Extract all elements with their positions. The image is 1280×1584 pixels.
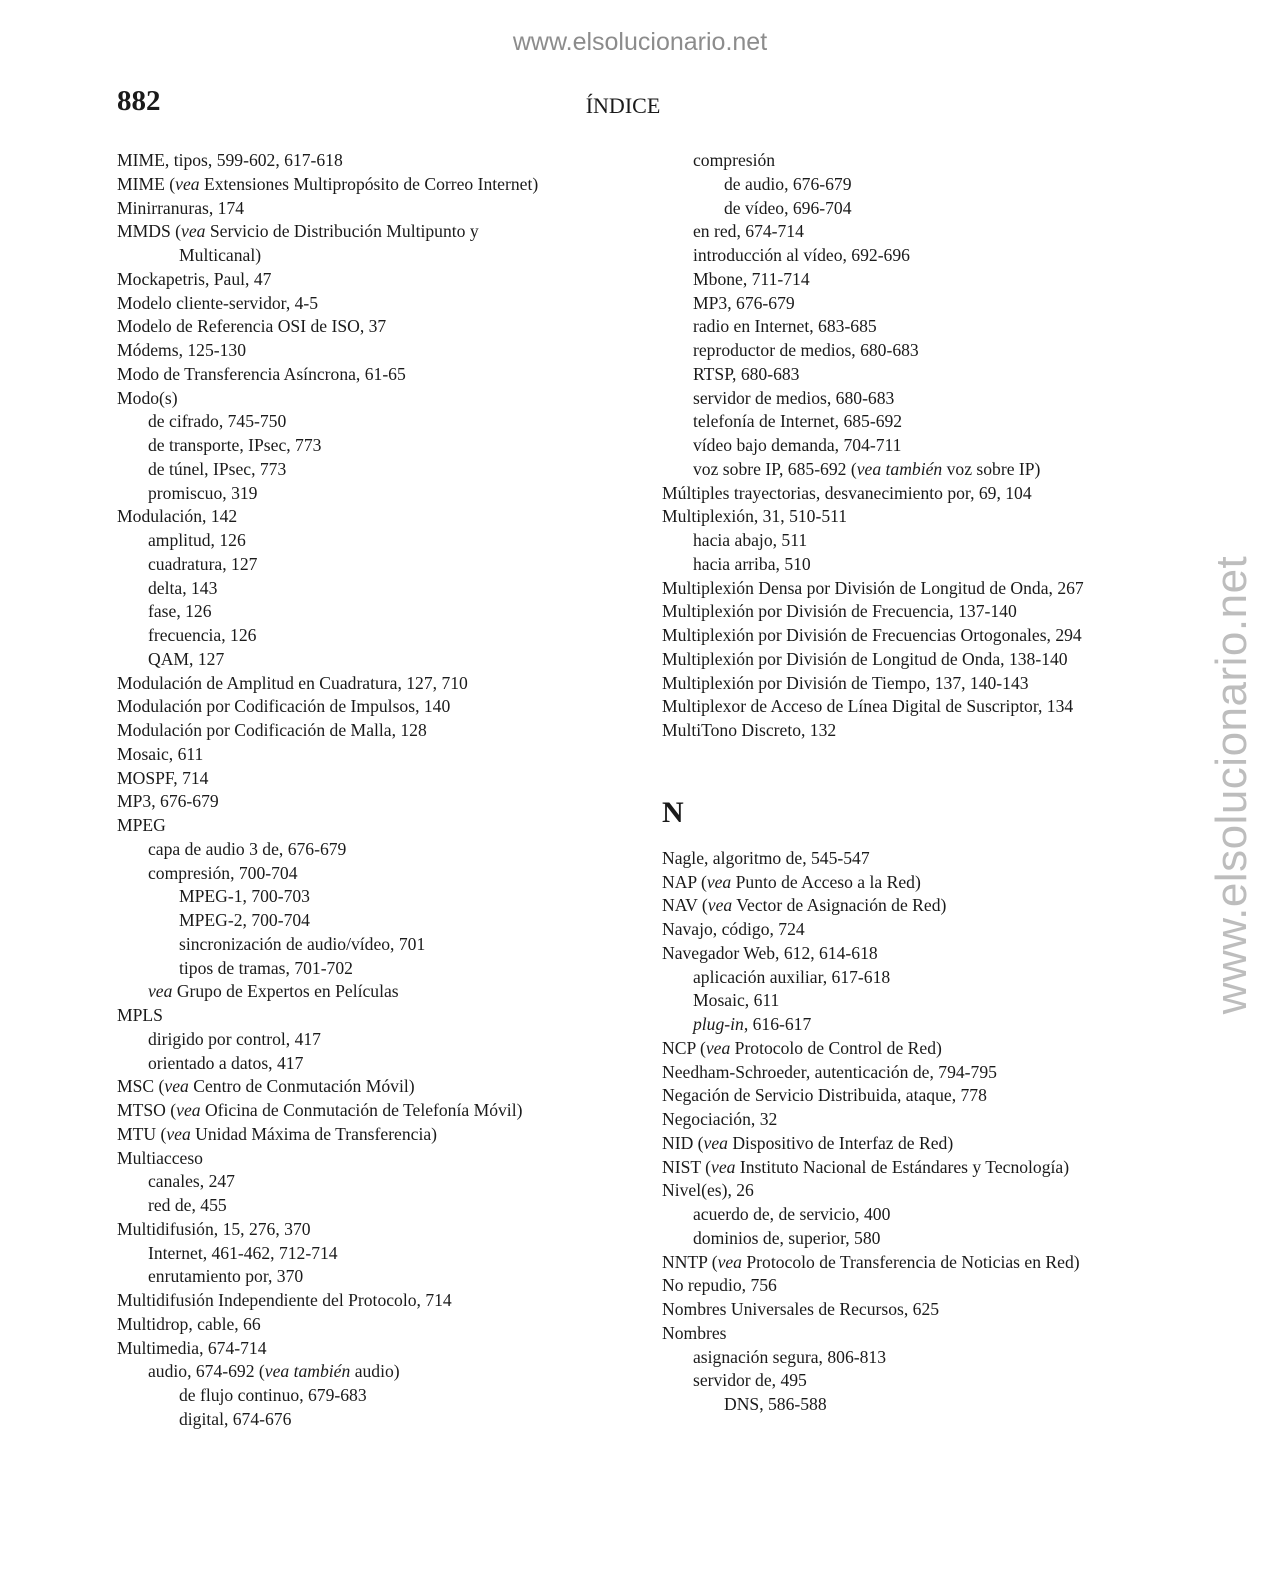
- index-entry-italic: vea: [175, 173, 200, 194]
- index-entry: [117, 1313, 652, 1337]
- index-entry-rest: Oficina de Conmutación de Telefonía Móvil): [200, 1100, 523, 1120]
- index-entry: [117, 458, 652, 482]
- index-entry-text: Navajo, código, 724: [662, 919, 805, 939]
- index-entry-text: MOSPF, 714: [117, 767, 209, 788]
- index-entry: [117, 410, 652, 434]
- index-entry-text: Modo(s): [117, 387, 178, 408]
- index-entry-text: red de, 455: [148, 1195, 227, 1215]
- index-entry: [117, 482, 652, 506]
- index-entry-text: radio en Internet, 683-685: [693, 316, 877, 337]
- index-entry: [662, 268, 1162, 292]
- index-column-right: [662, 149, 1162, 1417]
- index-entry-text: amplitud, 126: [148, 530, 246, 550]
- index-entry: [662, 847, 1162, 871]
- index-entry-text: MSC (: [117, 1076, 165, 1097]
- index-entry-text: asignación segura, 806-813: [693, 1346, 886, 1367]
- index-entry: [662, 918, 1162, 942]
- index-entry-text: canales, 247: [148, 1171, 235, 1192]
- index-entry: [662, 577, 1162, 601]
- index-entry-text: Multidifusión, 15, 276, 370: [117, 1218, 311, 1239]
- index-entry: [662, 220, 1162, 244]
- index-entry-text: Multiplexión por División de Tiempo, 137, 140-143: [662, 672, 1029, 693]
- index-entry-text: MPEG-1, 700-703: [179, 886, 310, 907]
- index-entry: [117, 1337, 652, 1361]
- index-entry: [117, 1360, 652, 1384]
- index-entry: [662, 648, 1162, 672]
- index-entry-text: Modo de Transferencia Asíncrona, 61-65: [117, 363, 406, 384]
- index-entry-text: de cifrado, 745-750: [148, 411, 287, 432]
- index-entry-italic: plug-in: [693, 1014, 744, 1034]
- index-entry-text: aplicación auxiliar, 617-618: [693, 966, 891, 987]
- index-entry-text: Modelo cliente-servidor, 4-5: [117, 292, 319, 313]
- index-entry-text: MIME (: [117, 173, 176, 194]
- index-entry: [662, 1393, 1162, 1417]
- index-entry-italic: vea: [711, 1156, 736, 1177]
- index-entry: [117, 1170, 652, 1194]
- index-entry-text: Nombres: [662, 1322, 727, 1343]
- index-entry: [117, 743, 652, 767]
- index-entry: [662, 1369, 1162, 1393]
- index-entry-italic: vea: [706, 871, 732, 892]
- index-entry-italic: vea: [707, 895, 733, 916]
- index-entry-text: RTSP, 680-683: [693, 363, 800, 384]
- index-entry-text: introducción al vídeo, 692-696: [693, 245, 910, 265]
- index-entry-text: Multimedia, 674-714: [117, 1337, 267, 1358]
- index-entry: [117, 363, 652, 387]
- index-entry-text: telefonía de Internet, 685-692: [693, 411, 903, 432]
- watermark-side: www.elsolucionario.net: [1207, 555, 1256, 1015]
- index-entry-text: MP3, 676-679: [693, 292, 795, 313]
- index-entry: [662, 434, 1162, 458]
- index-entry-text: audio, 674-692 (: [148, 1361, 265, 1382]
- index-entry-rest: Dispositivo de Interfaz de Red): [727, 1132, 954, 1153]
- index-entry: [117, 624, 652, 648]
- index-entry-text: orientado a datos, 417: [148, 1052, 304, 1073]
- index-entry: [117, 1384, 652, 1408]
- index-entry: [117, 577, 652, 601]
- index-entry-text: MP3, 676-679: [117, 791, 219, 812]
- index-entry: [117, 1123, 652, 1147]
- index-entry-text: MPEG: [117, 815, 166, 835]
- index-entry-text: dominios de, superior, 580: [693, 1227, 881, 1248]
- index-entry-italic: vea: [176, 1100, 201, 1120]
- index-entry-text: Multidifusión Independiente del Protocolo, 714: [117, 1290, 452, 1310]
- index-entry-text: Mosaic, 611: [117, 743, 204, 764]
- index-entry-text: MultiTono Discreto, 132: [662, 720, 837, 740]
- index-entry-text: de audio, 676-679: [724, 173, 852, 194]
- index-entry: [117, 387, 652, 411]
- index-entry-text: No repudio, 756: [662, 1275, 777, 1296]
- index-entry: [662, 1346, 1162, 1370]
- index-entry: [662, 1203, 1162, 1227]
- index-entry: [117, 1004, 652, 1028]
- index-entry-rest: , 616-617: [743, 1014, 812, 1034]
- index-group-n: [662, 847, 1162, 1417]
- index-entry: [662, 600, 1162, 624]
- index-entry: [117, 695, 652, 719]
- index-entry-text: Multiplexor de Acceso de Línea Digital de Suscriptor, 134: [662, 696, 1074, 717]
- index-entry: [117, 814, 652, 838]
- index-entry-rest: Punto de Acceso a la Red): [731, 871, 921, 892]
- index-entry-text: Navegador Web, 612, 614-618: [662, 942, 878, 963]
- index-entry: [117, 1147, 652, 1171]
- index-entry-text: servidor de, 495: [693, 1370, 807, 1391]
- index-entry-rest: Vector de Asignación de Red): [732, 895, 947, 916]
- index-entry-rest: voz sobre IP): [942, 458, 1041, 479]
- index-entry: [117, 173, 652, 197]
- index-entry: [662, 339, 1162, 363]
- index-entry: [117, 315, 652, 339]
- index-entry: [117, 1242, 652, 1266]
- index-entry: [662, 1084, 1162, 1108]
- index-entry: [662, 387, 1162, 411]
- index-entry-italic: vea: [181, 221, 206, 242]
- index-entry: [117, 838, 652, 862]
- index-entry-text: NCP (: [662, 1037, 706, 1058]
- index-entry: [662, 244, 1162, 268]
- index-entry-text: Multiacceso: [117, 1147, 203, 1168]
- index-entry-text: tipos de tramas, 701-702: [179, 957, 353, 978]
- index-entry-text: MPLS: [117, 1005, 163, 1025]
- index-entry-rest: Protocolo de Transferencia de Noticias en Red): [741, 1251, 1080, 1272]
- index-entry: [662, 292, 1162, 316]
- index-entry-text: hacia arriba, 510: [693, 553, 811, 574]
- index-entry: [662, 1227, 1162, 1251]
- index-entry: [662, 529, 1162, 553]
- index-entry-text: Modulación de Amplitud en Cuadratura, 127, 710: [117, 672, 468, 693]
- index-entry: [117, 1099, 652, 1123]
- index-entry: [117, 1408, 652, 1432]
- index-entry-italic: vea también: [264, 1361, 351, 1382]
- index-entry-text: Minirranuras, 174: [117, 197, 245, 218]
- index-entry-text: de transporte, IPsec, 773: [148, 435, 322, 455]
- index-entry: [117, 957, 652, 981]
- index-entry: [117, 339, 652, 363]
- index-entry: [117, 909, 652, 933]
- index-entry-text: Múltiples trayectorias, desvanecimiento por, 69, 104: [662, 482, 1032, 503]
- index-entry: [662, 1251, 1162, 1275]
- index-entry: [117, 933, 652, 957]
- index-entry: [117, 1194, 652, 1218]
- index-entry-rest: audio): [350, 1361, 400, 1382]
- index-entry: [662, 197, 1162, 221]
- index-entry-text: Modulación por Codificación de Malla, 128: [117, 720, 427, 740]
- index-entry: [117, 529, 652, 553]
- index-entry-rest: Protocolo de Control de Red): [730, 1037, 942, 1058]
- index-entry: [662, 1013, 1162, 1037]
- watermark-top: www.elsolucionario.net: [512, 28, 768, 56]
- index-entry-text: de vídeo, 696-704: [724, 197, 852, 218]
- index-entry: [117, 980, 652, 1004]
- index-entry-text: Multiplexión por División de Frecuencias Ortogonales, 294: [662, 625, 1082, 645]
- index-entry-text: Negación de Servicio Distribuida, ataque, 778: [662, 1085, 987, 1106]
- index-entry-text: Modulación por Codificación de Impulsos, 140: [117, 696, 451, 717]
- index-entry: [117, 1289, 652, 1313]
- index-entry: [662, 942, 1162, 966]
- index-entry-text: Internet, 461-462, 712-714: [148, 1242, 338, 1263]
- index-entry-text: Multiplexión por División de Longitud de Onda, 138-140: [662, 648, 1068, 669]
- index-entry: [117, 790, 652, 814]
- index-entry-text: vídeo bajo demanda, 704-711: [693, 435, 902, 455]
- index-entry-rest: Extensiones Multipropósito de Correo Internet): [199, 173, 539, 194]
- index-entry-text: NAP (: [662, 871, 707, 892]
- index-entry: [117, 719, 652, 743]
- index-entry-rest: Unidad Máxima de Transferencia): [190, 1123, 438, 1144]
- index-entry-italic: vea: [703, 1132, 728, 1153]
- index-entry-text: MIME, tipos, 599-602, 617-618: [117, 150, 343, 170]
- index-entry: [662, 1037, 1162, 1061]
- index-entry-text: cuadratura, 127: [148, 553, 258, 574]
- index-entry-rest: Centro de Conmutación Móvil): [188, 1076, 415, 1097]
- index-entry: [662, 695, 1162, 719]
- index-entry-text: Multiplexión Densa por División de Longitud de Onda, 267: [662, 577, 1084, 598]
- index-entry: [662, 1322, 1162, 1346]
- index-entry-text: Modelo de Referencia OSI de ISO, 37: [117, 316, 387, 337]
- index-entry-text: enrutamiento por, 370: [148, 1266, 304, 1287]
- index-entry: [117, 767, 652, 791]
- index-entry: [662, 1298, 1162, 1322]
- index-entry-text: Multidrop, cable, 66: [117, 1313, 261, 1334]
- index-entry: [662, 410, 1162, 434]
- index-entry: [662, 553, 1162, 577]
- index-entry-text: Modulación, 142: [117, 506, 238, 527]
- index-entry-text: QAM, 127: [148, 648, 225, 669]
- section-letter: N: [662, 795, 684, 829]
- index-entry-italic: vea: [705, 1037, 731, 1058]
- index-entry: [117, 1052, 652, 1076]
- index-entry: [117, 862, 652, 886]
- index-entry-text: servidor de medios, 680-683: [693, 387, 895, 408]
- index-entry: [117, 672, 652, 696]
- index-column-left: [117, 149, 652, 1432]
- index-entry-text: hacia abajo, 511: [693, 530, 808, 550]
- index-entry-text: Mockapetris, Paul, 47: [117, 268, 272, 289]
- index-entry: [117, 292, 652, 316]
- index-entry: [662, 871, 1162, 895]
- index-entry-text: MPEG-2, 700-704: [179, 910, 310, 930]
- index-entry: [662, 989, 1162, 1013]
- index-entry: [117, 648, 652, 672]
- index-entry-text: Nagle, algoritmo de, 545-547: [662, 847, 870, 868]
- index-entry-italic: vea: [166, 1123, 191, 1144]
- index-entry: [117, 885, 652, 909]
- index-entry: [662, 315, 1162, 339]
- index-entry-text: frecuencia, 126: [148, 625, 257, 645]
- index-entry-text: dirigido por control, 417: [148, 1028, 321, 1049]
- index-entry: [117, 505, 652, 529]
- index-entry-text: MTSO (: [117, 1100, 177, 1120]
- index-entry: [662, 1108, 1162, 1132]
- index-entry-text: promiscuo, 319: [148, 482, 258, 503]
- index-entry-text: sincronización de audio/vídeo, 701: [179, 933, 426, 954]
- index-entry-text: capa de audio 3 de, 676-679: [148, 838, 347, 859]
- index-entry-text: Multiplexión, 31, 510-511: [662, 506, 848, 527]
- index-entry-text: Mosaic, 611: [693, 990, 780, 1011]
- index-entry: [662, 1061, 1162, 1085]
- index-entry: [117, 1075, 652, 1099]
- index-entry-text: Módems, 125-130: [117, 340, 247, 360]
- index-entry: [662, 1274, 1162, 1298]
- index-entry-text: Nivel(es), 26: [662, 1180, 754, 1201]
- index-entry: [662, 173, 1162, 197]
- index-group-m-continued: [662, 149, 1162, 743]
- index-entry-rest: Grupo de Expertos en Películas: [172, 981, 399, 1002]
- index-entry-text: MTU (: [117, 1123, 167, 1144]
- index-entry: [662, 894, 1162, 918]
- index-entry-text: fase, 126: [148, 601, 212, 622]
- index-entry: [117, 553, 652, 577]
- index-entry-text: voz sobre IP, 685-692 (: [693, 458, 857, 479]
- index-entry: [662, 458, 1162, 482]
- index-entry-text: reproductor de medios, 680-683: [693, 340, 919, 360]
- page-number: 882: [117, 85, 161, 117]
- index-entry-italic: vea: [164, 1076, 189, 1097]
- index-entry-italic: vea: [148, 981, 173, 1002]
- index-entry-text: digital, 674-676: [179, 1408, 292, 1429]
- index-entry-text: compresión, 700-704: [148, 862, 298, 883]
- index-entry-text: Nombres Universales de Recursos, 625: [662, 1299, 940, 1319]
- index-entry: [117, 1028, 652, 1052]
- index-entry-text: MMDS (: [117, 221, 182, 242]
- index-entry-text: NIST (: [662, 1156, 712, 1177]
- index-entry: [662, 719, 1162, 743]
- index-entry-text: en red, 674-714: [693, 221, 804, 242]
- index-entry: [117, 268, 652, 292]
- index-entry: [117, 434, 652, 458]
- index-entry: [117, 1265, 652, 1289]
- index-entry-text: Multicanal): [179, 245, 262, 265]
- index-entry: [662, 363, 1162, 387]
- index-entry: [117, 197, 652, 221]
- index-entry-text: Multiplexión por División de Frecuencia, 137-140: [662, 601, 1017, 622]
- index-entry: [117, 149, 652, 173]
- index-entry-rest: Instituto Nacional de Estándares y Tecnología): [735, 1156, 1070, 1177]
- index-entry: [117, 244, 652, 268]
- index-entry-text: de túnel, IPsec, 773: [148, 458, 287, 479]
- index-entry-text: acuerdo de, de servicio, 400: [693, 1204, 891, 1224]
- index-entry: [662, 672, 1162, 696]
- index-entry-italic: vea también: [856, 458, 943, 479]
- index-entry-text: Needham-Schroeder, autenticación de, 794-795: [662, 1061, 997, 1082]
- index-entry: [117, 1218, 652, 1242]
- index-entry: [662, 1179, 1162, 1203]
- index-entry: [117, 220, 652, 244]
- index-entry-text: DNS, 586-588: [724, 1394, 827, 1414]
- index-entry: [662, 1156, 1162, 1180]
- index-entry: [662, 1132, 1162, 1156]
- index-entry-text: delta, 143: [148, 577, 218, 598]
- index-entry: [662, 505, 1162, 529]
- index-entry: [117, 600, 652, 624]
- index-entry: [662, 482, 1162, 506]
- index-entry-text: NID (: [662, 1132, 704, 1153]
- index-entry-text: NAV (: [662, 895, 708, 916]
- index-entry: [662, 149, 1162, 173]
- running-head: ÍNDICE: [585, 93, 661, 118]
- index-entry-text: Mbone, 711-714: [693, 268, 810, 289]
- index-entry-italic: vea: [717, 1251, 742, 1272]
- index-entry-text: NNTP (: [662, 1251, 718, 1272]
- index-entry: [662, 966, 1162, 990]
- index-entry-rest: Servicio de Distribución Multipunto y: [205, 221, 479, 242]
- index-entry-text: de flujo continuo, 679-683: [179, 1385, 367, 1405]
- index-entry-text: Negociación, 32: [662, 1109, 778, 1129]
- index-entry-text: compresión: [693, 150, 776, 170]
- index-entry: [662, 624, 1162, 648]
